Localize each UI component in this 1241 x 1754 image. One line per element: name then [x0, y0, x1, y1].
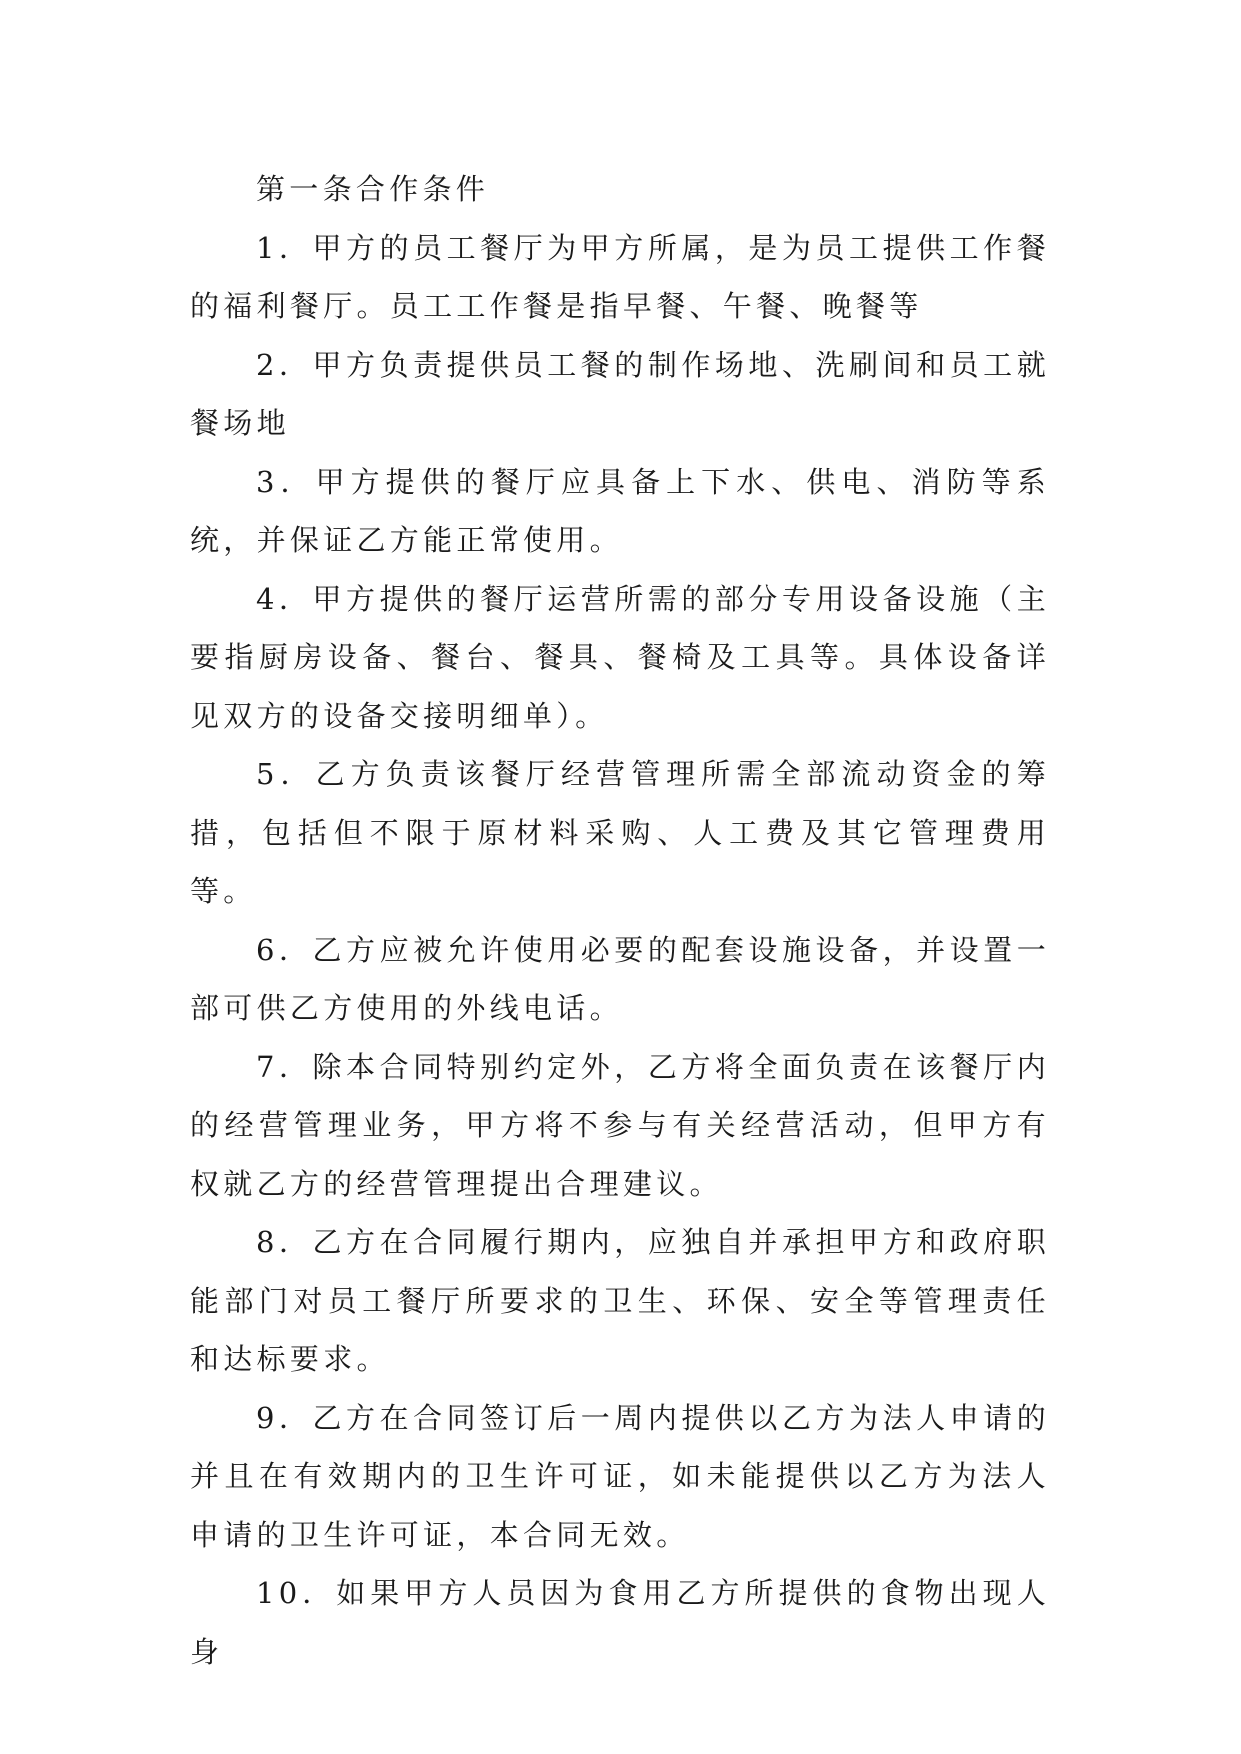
- clause-6: 6．乙方应被允许使用必要的配套设施设备，并设置一部可供乙方使用的外线电话。: [190, 932, 1050, 1025]
- clause-8: 8．乙方在合同履行期内，应独自并承担甲方和政府职能部门对员工餐厅所要求的卫生、环保、安全等管理责任和达标要求。: [190, 1225, 1050, 1376]
- clause-5: 5．乙方负责该餐厅经营管理所需全部流动资金的筹措，包括但不限于原材料采购、人工费及其它管理费用等。: [190, 757, 1050, 908]
- clause-9: 9．乙方在合同签订后一周内提供以乙方为法人申请的并且在有效期内的卫生许可证，如未能提供以乙方为法人申请的卫生许可证，本合同无效。: [190, 1400, 1050, 1552]
- clause-4: 4．甲方提供的餐厅运营所需的部分专用设备设施（主要指厨房设备、餐台、餐具、餐椅及工具等。具体设备详见双方的设备交接明细单）。: [190, 581, 1050, 733]
- document-body: [190, 160, 1050, 1681]
- clause-7: 7．除本合同特别约定外，乙方将全面负责在该餐厅内的经营管理业务，甲方将不参与有关经营活动，但甲方有权就乙方的经营管理提出合理建议。: [190, 1049, 1050, 1201]
- section-heading: 第一条合作条件: [256, 172, 490, 206]
- clause-10: 10．如果甲方人员因为食用乙方所提供的食物出现人身: [190, 1576, 1050, 1669]
- clause-1: 1．甲方的员工餐厅为甲方所属，是为员工提供工作餐的福利餐厅。员工工作餐是指早餐、午餐、晚餐等: [190, 230, 1050, 323]
- clause-2: 2．甲方负责提供员工餐的制作场地、洗刷间和员工就餐场地: [190, 347, 1050, 440]
- clause-3: 3．甲方提供的餐厅应具备上下水、供电、消防等系统，并保证乙方能正常使用。: [190, 464, 1050, 557]
